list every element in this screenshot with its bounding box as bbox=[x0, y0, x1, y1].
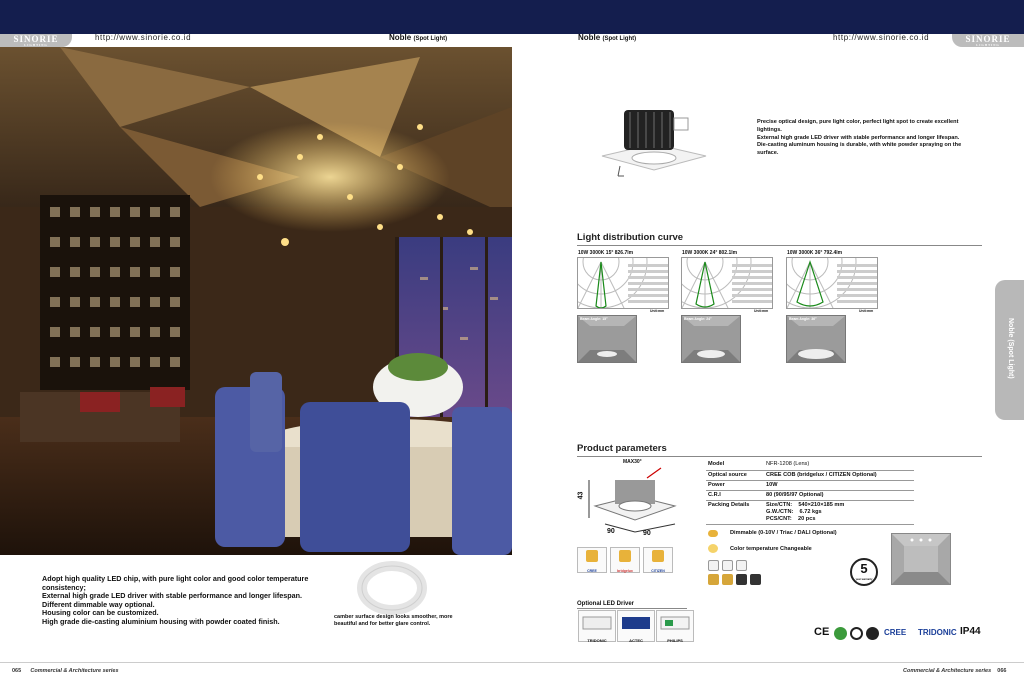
spotlight-product-image bbox=[598, 98, 710, 178]
top-band bbox=[0, 0, 1024, 34]
ce-mark: CE bbox=[814, 626, 830, 638]
curve-label: 10W 3000K 36° 792.4lm bbox=[787, 250, 843, 256]
feature-item: Different dimmable way optional. bbox=[42, 599, 155, 609]
brand-logo-left: SINORIE LIGHTING bbox=[0, 34, 72, 47]
color-temp-icon bbox=[750, 574, 761, 585]
website-url-left[interactable]: http://www.sinorie.co.id bbox=[95, 33, 192, 42]
brand-logo-right: SINORIE LIGHTING bbox=[952, 34, 1024, 47]
max-angle-label: MAX30° bbox=[623, 459, 642, 465]
cert-icon bbox=[850, 627, 863, 640]
curve-label: 10W 3000K 15° 826.7lm bbox=[578, 250, 634, 256]
driver-actec: ACTEC bbox=[617, 610, 655, 642]
table-row: Packing Details Size/CTN: 540×210×185 mm G.W./CTN: 6.72 kgs PCS/CNT: 20 pcs bbox=[706, 500, 914, 524]
warranty-badge: 5 year warranty bbox=[850, 558, 878, 586]
feature-item: Housing color can be customized. bbox=[42, 608, 159, 618]
dimension-diagram bbox=[575, 458, 690, 540]
driver-tridonic: TRIDONIC bbox=[578, 610, 616, 642]
unit-label: Unit:mm bbox=[859, 309, 874, 313]
feature-list bbox=[42, 575, 332, 627]
certification-row bbox=[814, 626, 984, 642]
feature-item: Adopt high quality LED chip, with pure light color and good color temperature consistency; bbox=[42, 574, 309, 592]
height-label: 43 bbox=[577, 491, 585, 500]
section-rule bbox=[577, 608, 687, 609]
bulb-icon bbox=[708, 544, 718, 553]
footer-divider bbox=[0, 662, 1024, 663]
dimmable-label: Dimmable (0-10V / Triac / DALI Optional) bbox=[730, 530, 837, 536]
unit-label: Unit:mm bbox=[754, 309, 769, 313]
footer-right: Commercial & Architecture series 066 bbox=[903, 668, 1007, 674]
footer-left: 065 Commercial & Architecture series bbox=[12, 668, 119, 674]
intro-line: Precise optical design, pure light color, perfect light spot to create excellent lightings. bbox=[757, 119, 959, 133]
polar-curve-15 bbox=[577, 257, 669, 309]
lens-ring-image bbox=[330, 558, 430, 618]
unit-label: Unit:mm bbox=[650, 309, 665, 313]
polar-curve-24 bbox=[681, 257, 773, 309]
dimmer-icon bbox=[708, 530, 718, 537]
chip-cree: CREE bbox=[577, 547, 607, 573]
chip-citizen: CITIZEN bbox=[643, 547, 673, 573]
feature-item: High grade die-casting aluminium housing with powder coated finish. bbox=[42, 616, 280, 626]
product-intro bbox=[757, 119, 967, 158]
side-tab[interactable]: Noble (Spot Light) bbox=[995, 280, 1024, 420]
beam-render-24: Beam Angle: 24° bbox=[681, 315, 741, 363]
driver-philips: PHILIPS bbox=[656, 610, 694, 642]
website-url-right[interactable]: http://www.sinorie.co.id bbox=[833, 33, 930, 42]
polar-curve-36 bbox=[786, 257, 878, 309]
params-table bbox=[706, 460, 914, 525]
section-rule bbox=[577, 456, 982, 457]
cutout-label: 90 bbox=[607, 528, 615, 535]
color-temp-icon bbox=[736, 560, 747, 571]
table-row: C.R.I 80 (90/95/97 Optional) bbox=[706, 490, 914, 500]
curve-label: 10W 3000K 24° 802.1lm bbox=[682, 250, 738, 256]
header-title-left: Noble (Spot Light) bbox=[389, 33, 448, 42]
cree-logo: CREE bbox=[884, 628, 907, 637]
product-params-title: Product parameters bbox=[577, 443, 667, 454]
table-row: Power 10W bbox=[706, 480, 914, 490]
room-render bbox=[891, 533, 951, 585]
section-rule bbox=[577, 245, 982, 246]
chip-bridgelux: bridgelux bbox=[610, 547, 640, 573]
color-temp-icon bbox=[722, 574, 733, 585]
color-temp-label: Color temperature Changeable bbox=[730, 546, 812, 552]
beam-render-15: Beam Angle: 15° bbox=[577, 315, 637, 363]
table-row: Optical source CREE COB (bridgelux / CITIZEN Optional) bbox=[706, 470, 914, 480]
driver-title: Optional LED Driver bbox=[577, 601, 635, 607]
restaurant-photo bbox=[0, 47, 512, 555]
intro-line: External high grade LED driver with stable performance and longer lifespan. bbox=[757, 134, 960, 141]
table-row: Model NFR-1208 (Lens) bbox=[706, 460, 914, 470]
ring-caption: camber surface design looks smoother, more beautiful and for better glare control. bbox=[334, 614, 453, 627]
color-temp-icon bbox=[736, 574, 747, 585]
color-temp-icon bbox=[722, 560, 733, 571]
intro-line: Die-casting aluminum housing is durable, with white powder spraying on the surface. bbox=[757, 142, 962, 157]
rohs-icon bbox=[834, 627, 847, 640]
cert-icon bbox=[866, 627, 879, 640]
width-label: 90 bbox=[643, 530, 651, 537]
ip-rating: IP44 bbox=[960, 626, 981, 637]
beam-render-36: Beam Angle: 36° bbox=[786, 315, 846, 363]
color-temp-icon bbox=[708, 560, 719, 571]
feature-item: External high grade LED driver with stable performance and longer lifespan. bbox=[42, 591, 303, 601]
light-distribution-title: Light distribution curve bbox=[577, 232, 684, 243]
header-title-right: Noble (Spot Light) bbox=[578, 33, 637, 42]
tridonic-logo: TRIDONIC bbox=[918, 628, 957, 637]
color-temp-icon bbox=[708, 574, 719, 585]
